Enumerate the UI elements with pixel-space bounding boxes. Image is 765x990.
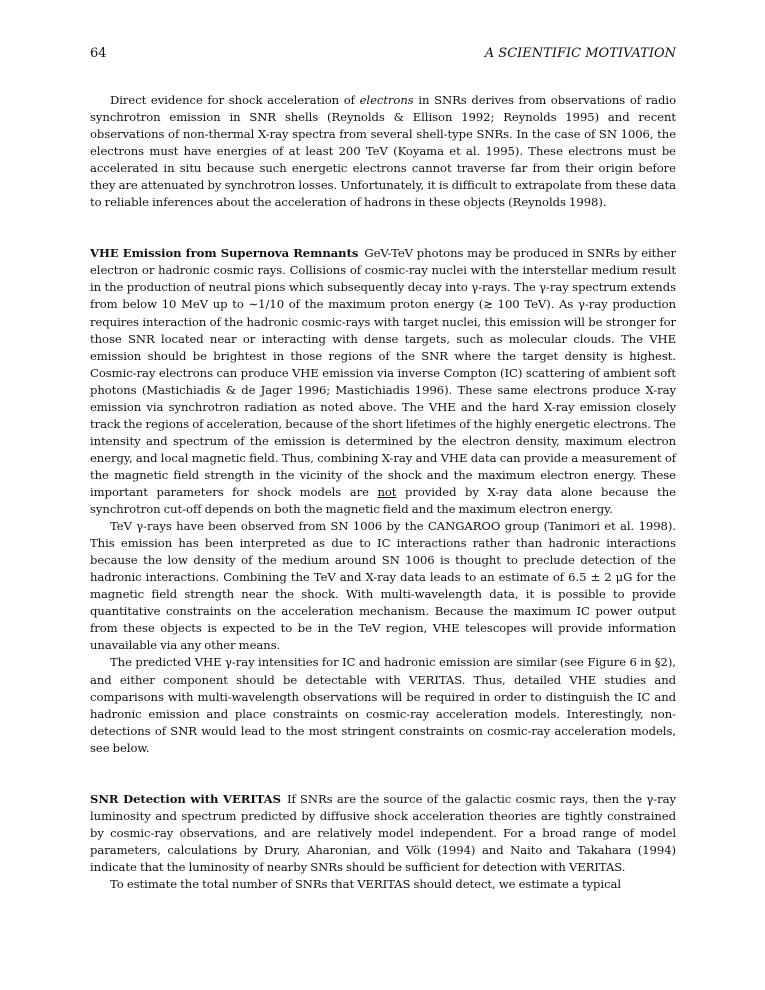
vhe-paragraph-2: TeV γ-rays have been observed from SN 1006 by the CANGAROO group (Tanimori et al. 1998). This emission has been interpreted as due to IC interactions rather than hadronic interactions because the low density of the medium around SN 1006 is thought to preclude detection of the hadronic interactions. Combining the TeV and X-ray data leads to an estimate of 6.5 ± 2 μG for the magnetic field strength near the shock. With multi-wavelength data, it is possible to provide quantitative constraints on the acceleration mechanism. Because the maximum IC power output from these objects is expected to be in the TeV region, VHE telescopes will provide information unavailable via any other means. [90,519,676,653]
intro-emphasis: electrons [359,93,414,107]
vhe-text-a: GeV-TeV photons may be produced in SNRs by either electron or hadronic cosmic rays. Collisions of cosmic-ray nuclei with the interstellar medium result in the production of neutral pions which subsequently decay into γ-rays. The γ-ray spectrum extends from below 10 MeV up to ∼1/10 of the maximum proton energy (≳ 100 TeV). As γ-ray production requires interaction of the hadronic cosmic-rays with target nuclei, this emission will be stronger for those SNR located near or interacting with dense targets, such as molecular clouds. The VHE emission should be brightest in those regions of the SNR where the target density is highest. Cosmic-ray electrons can produce VHE emission via inverse Compton (IC) scattering of ambient soft photons (Mastichiadis & de Jager 1996; Mastichiadis 1996). These same electrons produce X-ray emission via synchrotron radiation as noted above. The VHE and the hard X-ray emission closely track the regions of acceleration, because of the short lifetimes of the highly energetic electrons. The intensity and spectrum of the emission is determined by the electron density, maximum electron energy, and local magnetic field. Thus, combining X-ray and VHE data can provide a measurement of the magnetic field strength in the vicinity of the shock and the maximum electron energy. These important parameters for shock models are [90,246,676,499]
vhe-underlined-word: not [377,484,397,499]
vhe-text-c: provided by X-ray data alone because the synchrotron cut-off depends on both the magnetic field and the maximum electron energy. [90,484,676,517]
snr-paragraph-2: To estimate the total number of SNRs that VERITAS should detect, we estimate a typical [110,876,622,891]
page-body [90,92,676,893]
section-heading-vhe: VHE Emission from Supernova Remnants [90,246,359,261]
snr-text: If SNRs are the source of the galactic cosmic rays, then the γ-ray luminosity and spectrum predicted by diffusive shock acceleration theories are tightly constrained by cosmic-ray observations, and are relatively model independent. For a broad range of model parameters, calculations by Drury, Aharonian, and Völk (1994) and Naito and Takahara (1994) indicate that the luminosity of nearby SNRs should be sufficient for detection with VERITAS. [90,791,676,874]
intro-paragraph [90,92,676,211]
vhe-paragraph-3: The predicted VHE γ-ray intensities for IC and hadronic emission are similar (see Figure 6 in §2), and either component should be detectable with VERITAS. Thus, detailed VHE studies and comparisons with multi-wavelength observations will be required in order to distinguish the IC and hadronic emission and place constraints on cosmic-ray acceleration models. Interestingly, non-detections of SNR would lead to the most stringent constraints on cosmic-ray acceleration models, see below. [90,655,676,755]
page-number: 64 [90,46,107,61]
intro-text-a: Direct evidence for shock acceleration of [110,93,360,107]
vhe-paragraph-1 [90,245,676,518]
running-title: A SCIENTIFIC MOTIVATION [484,46,676,61]
snr-paragraph-1 [90,791,676,876]
page-header [90,46,676,64]
intro-text-c: in SNRs derives from observations of radio synchrotron emission in SNR shells (Reynolds & Ellison 1992; Reynolds 1995) and recent observations of non-thermal X-ray spectra from several shell-type SNRs. In the case of SN 1006, the electrons must have energies of at least 200 TeV (Koyama et al. 1995). These electrons must be accelerated in situ because such energetic electrons cannot traverse far from their origin before they are attenuated by synchrotron losses. Unfortunately, it is difficult to extrapolate from these data to reliable inferences about the acceleration of hadrons in these objects (Reynolds 1998). [90,93,677,210]
section-heading-snr: SNR Detection with VERITAS [90,791,281,806]
